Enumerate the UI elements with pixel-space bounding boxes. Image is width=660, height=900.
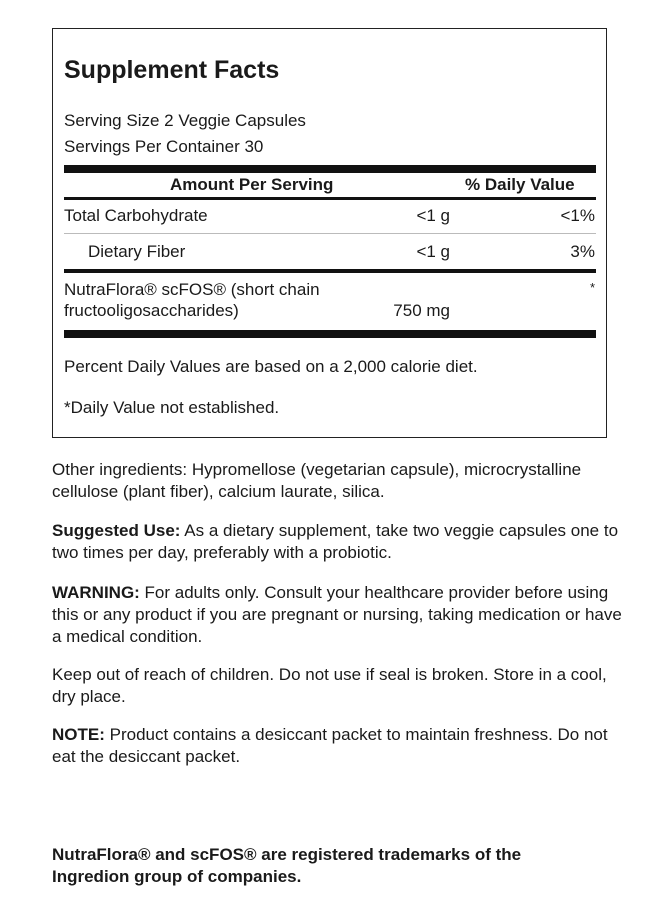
- other-ingredients: Other ingredients: Hypromellose (vegetarian capsule), microcrystalline cellulose (plant fiber), calcium laurate, silica.: [52, 460, 582, 501]
- divider-thin: [64, 233, 596, 234]
- serving-size: Serving Size 2 Veggie Capsules: [64, 111, 306, 130]
- warning: [52, 582, 622, 648]
- footnote-not-established: *Daily Value not established.: [64, 398, 280, 417]
- divider: [64, 269, 596, 273]
- row-name: Total Carbohydrate: [64, 206, 208, 225]
- row-amount: <1 g: [416, 242, 450, 261]
- warning-text: For adults only. Consult your healthcare provider before using this or any product if you are pregnant or nursing, taking medication or have a medical condition.: [52, 583, 622, 646]
- divider: [64, 197, 596, 200]
- row-name: Dietary Fiber: [88, 242, 186, 261]
- row-name-cont: fructooligosaccharides): [64, 301, 239, 320]
- suggested-use: [52, 520, 622, 564]
- header-daily-value: % Daily Value: [465, 175, 575, 194]
- panel-title: Supplement Facts: [64, 56, 280, 84]
- row-amount: 750 mg: [393, 301, 450, 320]
- warning-label: WARNING:: [52, 583, 140, 602]
- row-amount: <1 g: [416, 206, 450, 225]
- row-name: NutraFlora® scFOS® (short chain: [64, 280, 320, 299]
- note-text: Product contains a desiccant packet to maintain freshness. Do not eat the desiccant packet.: [52, 725, 608, 766]
- row-dv: *: [589, 280, 595, 295]
- note: [52, 724, 622, 768]
- footnote-daily-value: Percent Daily Values are based on a 2,000 calorie diet.: [64, 357, 478, 376]
- divider-thick: [64, 165, 596, 173]
- header-amount: Amount Per Serving: [170, 175, 334, 194]
- trademark-notice: NutraFlora® and scFOS® are registered trademarks of the Ingredion group of companies.: [52, 845, 522, 886]
- storage-instructions: Keep out of reach of children. Do not use if seal is broken. Store in a cool, dry place.: [52, 665, 607, 706]
- servings-per-container: Servings Per Container 30: [64, 137, 264, 156]
- row-dv: <1%: [560, 206, 595, 225]
- note-label: NOTE:: [52, 725, 105, 744]
- divider-thick: [64, 330, 596, 338]
- suggested-use-text: As a dietary supplement, take two veggie capsules one to two times per day, preferably with a probiotic.: [52, 521, 619, 562]
- suggested-use-label: Suggested Use:: [52, 521, 181, 540]
- row-dv: 3%: [570, 242, 595, 261]
